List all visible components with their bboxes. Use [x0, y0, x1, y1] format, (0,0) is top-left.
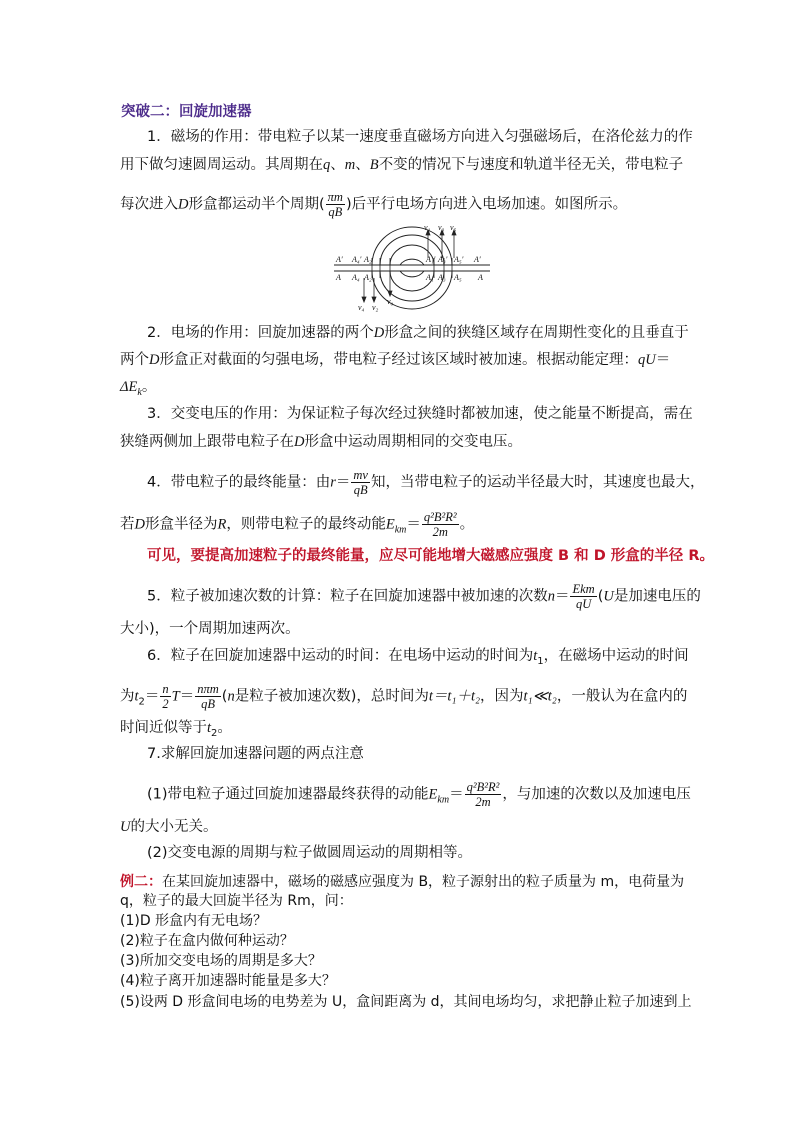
p5-line2: 大小)，一个周期加速两次。 — [120, 621, 300, 637]
p1-line3: 每次进入D形盒都运动半个周期( $\frac{\pi m}{qB}$ )后平行电场方向进入电场加速。如图所示。 — [120, 190, 628, 219]
label-a4: A₄ — [352, 273, 360, 282]
p7-item1-line1: (1)带电粒子通过回旋加速器最终获得的动能$E_{km}=$ $\frac{\text{q²B²R²}}{2m}$ ，与加速的次数以及加速电压 — [147, 780, 691, 809]
label-a-prime-left: A′ — [336, 255, 343, 264]
p2-line1: 2．电场的作用：回旋加速器的两个D形盒之间的狭缝区域存在周期性变化的且垂直于 — [147, 325, 689, 341]
label-a3-prime: A₃′ — [438, 255, 448, 264]
p6-line3: 时间近似等于$t_2$。 — [120, 720, 232, 739]
section-heading: 突破二：回旋加速器 — [121, 104, 252, 120]
p3-line2: 狭缝两侧加上跟带电粒子在D形盒中运动周期相同的交变电压。 — [120, 434, 522, 450]
label-a3: A₃ — [438, 273, 446, 282]
example-label: 例二： — [120, 874, 162, 890]
label-a-prime-right: A′ — [474, 255, 481, 264]
label-a5-prime: A₅′ — [454, 255, 464, 264]
radius-fraction: $\frac{mv}{qB}$ — [353, 468, 368, 497]
label-a2: A₂ — [364, 273, 372, 282]
example-q5: (5)设两 D 形盒间电场的电势差为 U，盒间距离为 d，其间电场均匀，求把静止粒子加速到上 — [120, 994, 692, 1010]
label-v2: v₂ — [372, 303, 379, 312]
label-a1-prime: A₁′ — [426, 255, 436, 264]
example-q2: (2)粒子在盒内做何种运动？ — [120, 933, 294, 949]
p3-line1: 3．交变电压的作用：为保证粒子每次经过狭缝时都被加速，使之能量不断提高，需在 — [147, 406, 693, 422]
cyclotron-figure — [334, 222, 490, 312]
half-fraction: $\frac{n}{2}$ — [162, 682, 169, 711]
p4-line1: 4．带电粒子的最终能量：由r＝ $\frac{mv}{qB}$ 知，当带电粒子的运动半径最大时，其速度也最大， — [147, 468, 705, 497]
energy-fraction-2: $\frac{\text{q²B²R²}}{2m}$ — [466, 780, 500, 809]
example-q4: (4)粒子离开加速器时能量是多大？ — [120, 973, 336, 989]
period-fraction: $\frac{\pi m}{qB}$ — [327, 190, 343, 219]
p4-line2: 若D形盒半径为R，则带电粒子的最终动能$E_{km}=$ $\frac{\text{q²B²R²}}{2m}$ 。 — [120, 510, 475, 539]
p6-line1: 6．粒子在回旋加速器中运动的时间：在电场中运动的时间为$t_1$，在磁场中运动的时间 — [147, 648, 689, 667]
label-a5: A₅ — [454, 273, 462, 282]
p1-line1: 1．磁场的作用：带电粒子以某一速度垂直磁场方向进入匀强磁场后，在洛伦兹力的作 — [147, 129, 693, 145]
p7-item2: (2)交变电源的周期与粒子做圆周运动的周期相等。 — [147, 845, 473, 861]
example-q3: (3)所加交变电场的周期是多大？ — [120, 953, 322, 969]
label-v5: v₅ — [450, 223, 457, 232]
label-a4-prime: A₄′ — [352, 255, 362, 264]
label-v0: v₀ — [387, 297, 394, 306]
example-line1: 例二：在某回旋加速器中，磁场的磁感应强度为 B，粒子源射出的粒子质量为 m，电荷量为 — [120, 874, 685, 890]
p5-line1: 5．粒子被加速次数的计算：粒子在回旋加速器中被加速的次数n＝ $\frac{\text{Ekm}}{qU}$ (U是加速电压的 — [147, 582, 701, 611]
p7-title: 7.求解回旋加速器问题的两点注意 — [147, 746, 364, 762]
label-v4: v₄ — [358, 303, 365, 312]
label-a2-prime: A₂′ — [364, 255, 374, 264]
p6-line2: 为$t_2=$ $\frac{n}{2}$ T＝ $\frac{\text{nπm}}{qB}$ (n是粒子被加速次数)，总时间为t＝t₁＋t₂，因为t₁≪t₂，一般认为在盒内的 — [120, 682, 688, 711]
p2-line2: 两个D形盒正对截面的匀强电场，带电粒子经过该区域时被加速。根据动能定理：qU＝ — [120, 352, 671, 368]
conclusion-text: 可见，要提高加速粒子的最终能量，应尽可能地增大磁感应强度 B 和 D 形盒的半径 R。 — [147, 548, 714, 564]
example-q1: (1)D 形盒内有无电场？ — [120, 913, 268, 929]
label-a-right: A — [478, 273, 483, 282]
count-fraction: $\frac{\text{Ekm}}{qU}$ — [572, 582, 595, 611]
energy-fraction: $\frac{\text{q²B²R²}}{2m}$ — [423, 510, 457, 539]
p1-line2: 用下做匀速圆周运动。其周期在q、m、B不变的情况下与速度和轨道半径无关，带电粒子 — [120, 157, 684, 173]
label-a1: A₁ — [426, 273, 434, 282]
label-v1: v₁ — [424, 223, 431, 232]
example-line2: q，粒子的最大回旋半径为 Rm，问： — [120, 893, 353, 909]
p7-item1-line2: U的大小无关。 — [120, 819, 218, 835]
p2-line3: $\Delta E_k$。 — [120, 379, 157, 398]
label-v3: v₃ — [438, 223, 445, 232]
label-a-left: A — [336, 273, 341, 282]
time-fraction: $\frac{\text{nπm}}{qB}$ — [197, 682, 219, 711]
